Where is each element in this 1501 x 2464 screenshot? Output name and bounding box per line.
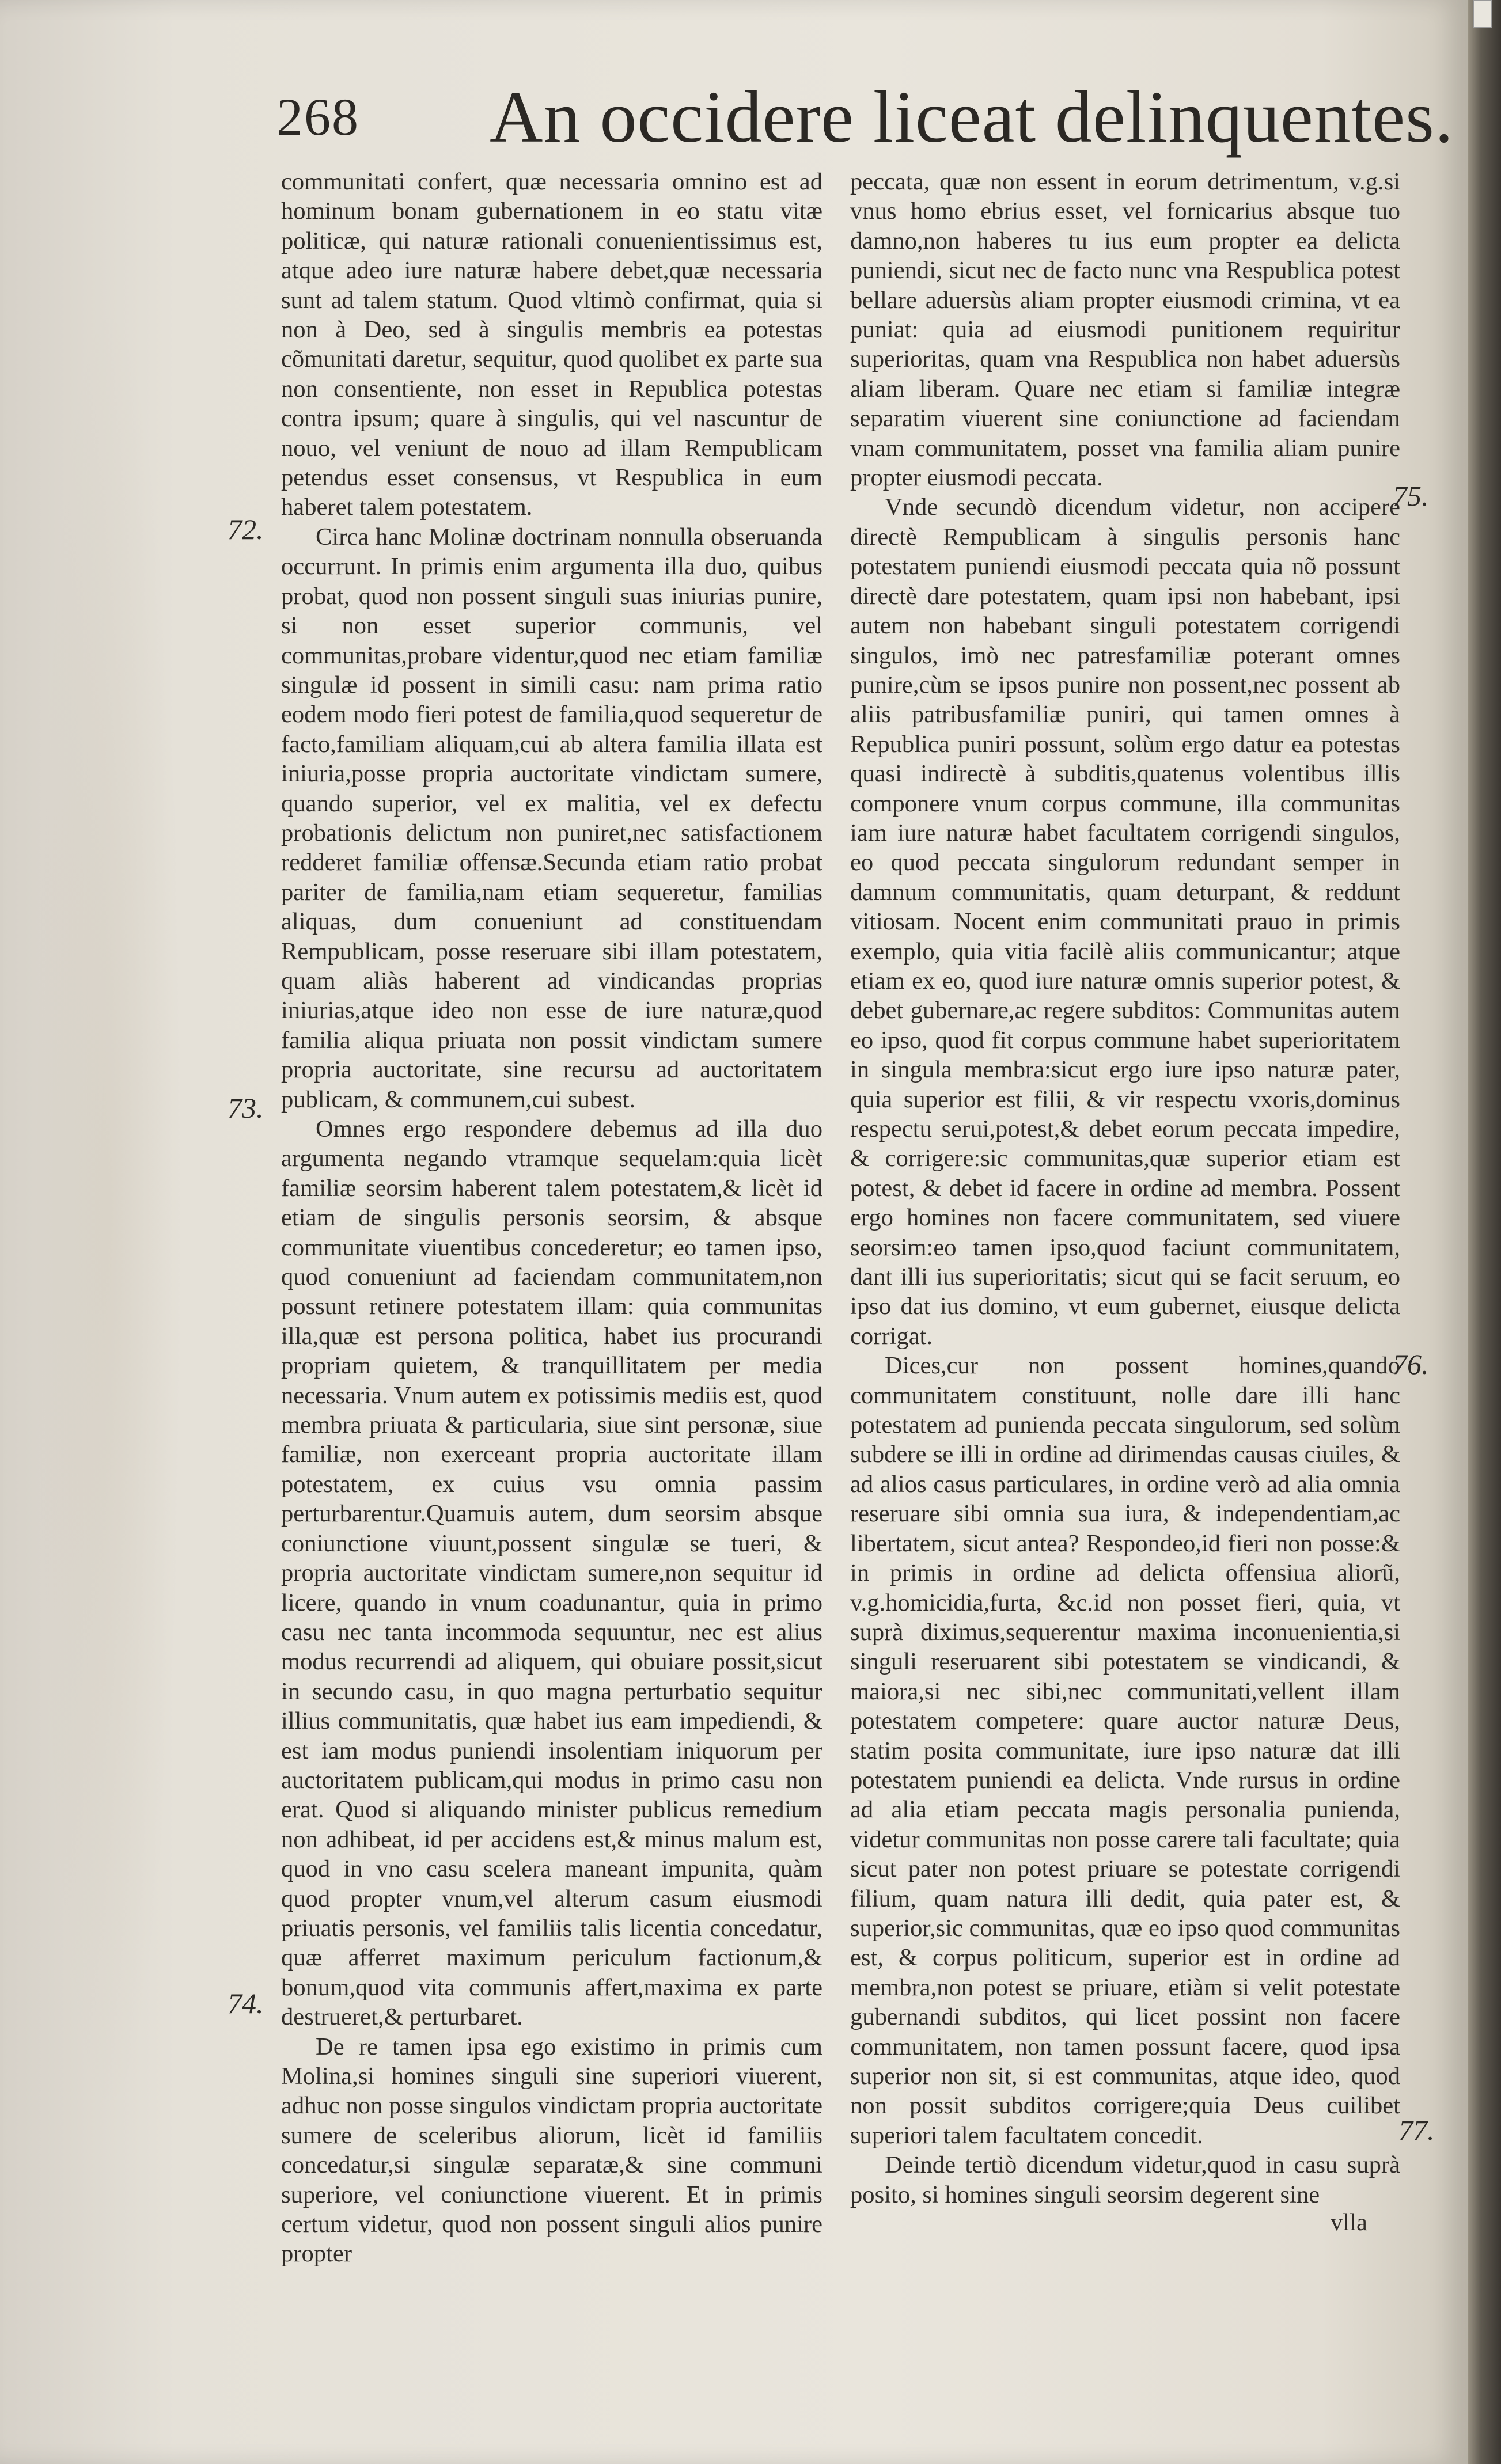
margin-number: 73. — [228, 1092, 264, 1124]
paragraph: De re tamen ipsa ego existimo in primis cum Molina,si homines singuli sine superiori viuerent, adhuc non posse singulos vindictam propria auctoritate sumere de sceleribus aliorum, licèt id familiis concedatur,si singulæ separatæ,& sine communi superiore, vel coniunctione viuerent. Et in primis certum videtur, quod non possent singuli alios punire propter — [281, 2033, 822, 2268]
page-stain — [35, 288, 184, 2131]
margin-number: 74. — [228, 1987, 264, 2019]
paragraph: Dices,cur non possent homines,quando communitatem constituunt, nolle dare illi hanc potestatem ad punienda peccata singulorum, sed solùm subdere se illi in ordine ad dirimendas causas ciuiles, & ad alios casus particulares, in ordine verò ad alia omnia reseruare sibi omnia sua iura, & independentiam,ac libertatem, sicut antea? Respondeo,id fieri non posse:& in primis in ordine ad delicta offensiua aliorũ, v.g.homicidia,furta, &c.id non posset fieri, quia, vt suprà diximus,sequerentur maxima inconuenientia,si singuli reseruarent sibi potestatem se vindicandi, & maiora,si nec sibi,nec communitati,vellent illam potestatem competere: quare auctor naturæ Deus, statim posita communitate, iure ipso naturæ dat illi potestatem puniendi ea delicta. Vnde rursus in ordine ad alia etiam peccata magis personalia punienda, videtur communitas non posse carere tali facultate; quia sicut pater non potest priuare se potestate corrigendi filium, quam natura illi dedit, quia pater est, & superior,sic communitas, quæ eo ipso quod communitas est, & corpus politicum, superior est in ordine ad membra,non potest se priuare, etiàm si velit potestate gubernandi subditos, qui licet possint non facere communitatem, non tamen possunt facere, quod ipsa superior non sit, si est communitas, atque ideo, quod non possit subditos corrigere;quia Deus cuilibet superiori talem facultatem concedit. — [850, 1352, 1400, 2149]
paragraph: Vnde secundò dicendum videtur, non accipere directè Rempublicam à singulis personis hanc potestatem puniendi eiusmodi peccata quia nõ possunt directè dare potestatem, quam ipsi non habebant, ipsi autem non habebant singuli potestatem corrigendi singulos, imò nec patresfamiliæ poterant omnes punire,cùm se ipsos punire non possent,nec possent ab aliis patribusfamiliæ puniri, qui tamen omnes à Republica puniri possunt, solùm ergo datur ea potestas quasi indirectè à subditis,quatenus volentibus illis componere vnum corpus commune, illa communitas iam iure naturæ habet facultatem corrigendi singulos, eo quod peccata singulorum redundant semper in damnum communitatis, quam deturpant, & reddunt vitiosam. Nocent enim communitati prauo in primis exemplo, quia vitia facilè aliis communicantur; atque etiam ex eo, quod iure naturæ omnis superior potest, & debet gubernare,ac regere subditos: Communitas autem eo ipso, quod fit corpus commune habet superioritatem in singula membra:sicut ergo iure ipso naturæ pater, quia superior est filii, & vir respectu vxoris,dominus respectu serui,potest,& debet eorum peccata impedire, & corrigere:sic communitas,quæ superior etiam est potest, & debet id facere in ordine ad membra. Possent ergo homines non facere communitatem, sed viuere seorsim:eo tamen ipso,quod faciunt communitatem, dant illi ius superioritatis; sicut qui se facit seruum, eo ipso dat ius domino, vt eum gubernet, eiusque delicta corrigat. — [850, 493, 1400, 1350]
page-header — [276, 75, 1454, 161]
paragraph: Deinde tertiò dicendum videtur,quod in casu suprà posito, si homines singuli seorsim degerent sine — [850, 2151, 1400, 2208]
running-title: An occidere liceat delinquentes. — [490, 76, 1454, 158]
left-column — [281, 167, 822, 2268]
margin-number: 72. — [228, 513, 264, 545]
paragraph: peccata, quæ non essent in eorum detrimentum, v.g.si vnus homo ebrius esset, vel fornicarius absque tuo damno,non haberes tu ius eum propter ea delicta puniendi, sicut nec de facto nunc vna Respublica potest bellare aduersùs aliam propter eiusmodi crimina, vt ea puniat: quia ad eiusmodi punitionem requiritur superioritas, quam vna Respublica non habet aduersùs aliam liberam. Quare nec etiam si familiæ integræ separatim viuerent sine coniunctione ad faciendam vnam communitatem, posset vna familia aliam punire propter eiusmodi peccata. — [850, 168, 1400, 492]
margin-number: 77. — [1398, 2114, 1435, 2146]
page-number: 268 — [276, 88, 359, 146]
catchword: vlla — [1331, 2209, 1367, 2236]
paragraph: Omnes ergo respondere debemus ad illa duo argumenta negando vtramque sequelam:quia licèt familiæ seorsim haberent talem potestatem,& licèt id etiam de singulis personis seorsim, & absque communitate viuentibus concederetur; eo tamen ipso, quod conueniunt ad faciendam communitatem,non possunt retinere potestatem illam: quia communitas illa,quæ est persona politica, habet ius procurandi propriam quietem, & tranquillitatem per media necessaria. Vnum autem ex potissimis mediis est, quod membra priuata & particularia, siue sint personæ, siue familiæ, non exerceant propria auctoritate illam potestatem, ex cuius vsu omnia passim perturbarentur.Quamuis autem, dum seorsim absque coniunctione viuunt,possent singulæ se tueri, & propria auctoritate vindictam sumere,non sequitur id licere, quando in vnum coadunantur, quia in primo casu nec tanta incommoda sequuntur, nec est alius modus recurrendi ad aliquem, qui obuiare possit,sicut in secundo casu, in quo magna perturbatio sequitur illius communitatis, quæ habet ius eam impediendi, & est iam modus puniendi insolentiam iniquorum per auctoritatem publicam,qui modus in primo casu non erat. Quod si aliquando minister publicus remedium non adhibeat, id per accidens est,& minus malum est, quod in vno casu scelera maneant impunita, quàm quod propter vnum,vel alterum casum eiusmodi priuatis personis, vel familiis talis licentia concedatur, quæ afferret maximum periculum factionum,& bonum,quod vita communis affert,maxima ex parte destrueret,& perturbaret. — [281, 1115, 822, 2031]
paragraph: Circa hanc Molinæ doctrinam nonnulla obseruanda occurrunt. In primis enim argumenta illa duo, quibus probat, quod non possent singuli suas iniurias punire, si non esset superior communis, vel communitas,probare videntur,quod nec etiam familiæ singulæ id possent in simili casu: nam prima ratio eodem modo fieri potest de familia,quod sequeretur de facto,familiam aliquam,cui ab altera familia illata est iniuria,posse propria auctoritate vindictam sumere, quando superior, vel ex malitia, vel ex defectu probationis delictum non puniret,nec satisfactionem redderet familiæ offensæ.Secunda etiam ratio probat pariter de familia,nam etiam sequeretur, familias aliquas, dum conueniunt ad constituendam Rempublicam, posse reseruare sibi illam potestatem, quam aliàs haberent ad vindicandas proprias iniurias,atque ideo non esse de iure naturæ,quod familia aliqua priuata non possit vindictam sumere propria auctoritate, sine recursu ad auctoritatem publicam, & communem,cui subest. — [281, 523, 822, 1113]
paragraph: communitati confert, quæ necessaria omnino est ad hominum bonam gubernationem in eo statu vitæ politicæ, qui naturæ rationali conuenientissimus est, atque adeo iure naturæ habere debet,quæ necessaria sunt ad talem statum. Quod vltimò confirmat, quia si non à Deo, sed à singulis membris ea potestas cõmunitati daretur, sequitur, quod quolibet ex parte sua non consentiente, non esset in Republica potestas contra ipsum; quare à singulis, qui vel nascuntur de nouo, vel veniunt de nouo ad illam Rempublicam petendus esset consensus, vt Respublica in eum haberet talem potestatem. — [281, 168, 822, 521]
right-column — [850, 167, 1400, 2211]
book-spine-edge — [1468, 0, 1501, 2464]
page-tab — [1473, 0, 1492, 28]
margin-number: 76. — [1393, 1348, 1429, 1380]
margin-number: 75. — [1393, 480, 1429, 512]
